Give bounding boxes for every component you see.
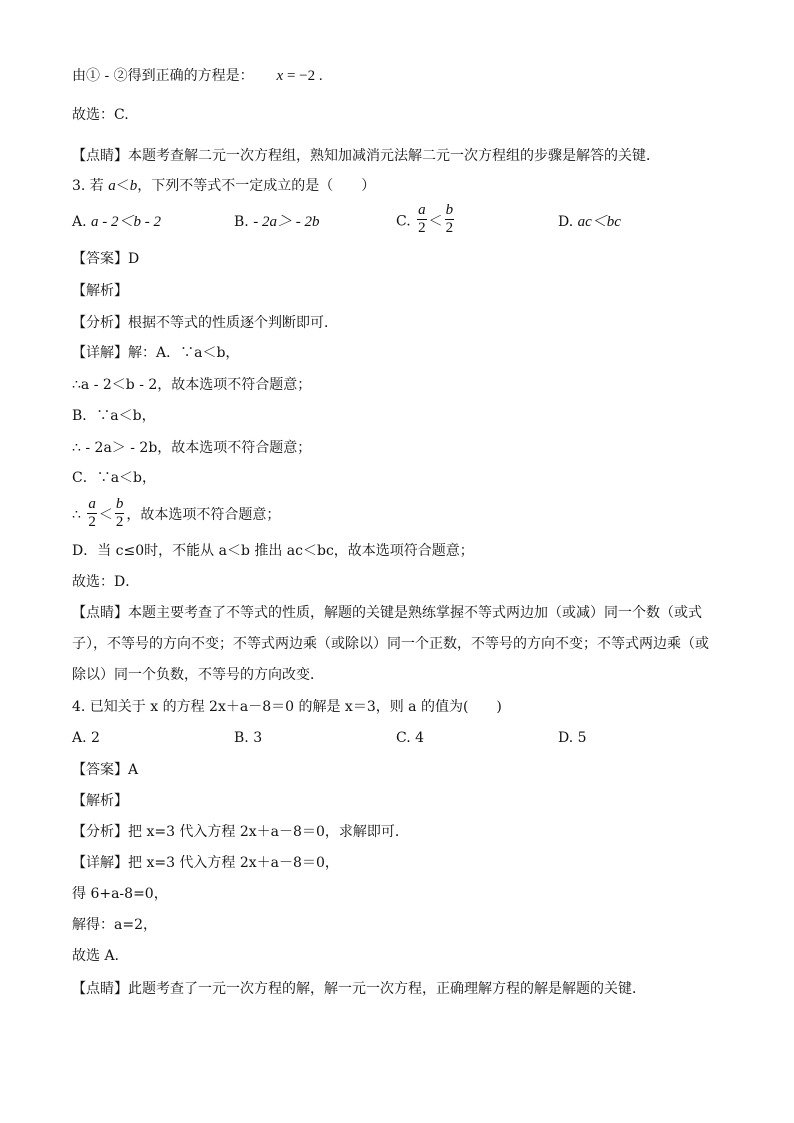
q4-option-b: B. 3: [234, 730, 263, 746]
q3-detail-line: C．∵a＜b，: [72, 470, 157, 486]
q4-answer: 【答案】A: [72, 762, 139, 778]
q3-option-b: [234, 212, 319, 232]
q3-c-conclusion: [72, 496, 280, 534]
q4-option-a: A. 2: [72, 730, 100, 746]
c-op: ＜: [98, 507, 113, 523]
fraction-b-over-2: $\frac{b}{2}$: [445, 202, 454, 236]
q4-option-c: C. 4: [396, 730, 425, 746]
option-letter: C.: [396, 213, 416, 230]
q3-detail-line: ∴a - 2＜b - 2，故本选项不符合题意；: [72, 377, 312, 393]
conclusion-variable: x: [276, 68, 284, 84]
option-letter: B.: [234, 214, 254, 230]
conclusion-equation: = −2 .: [283, 68, 323, 84]
fraction-a-over-2: $\frac{a}{2}$: [88, 495, 96, 530]
q3-stem-var-b: b: [129, 178, 138, 194]
q3-detail-line: ∴ - 2a＞ - 2b，故本选项不符合题意；: [72, 440, 312, 456]
q3-stem: [72, 176, 375, 196]
q3-answer: 【答案】D: [72, 251, 140, 267]
q4-detail-line: 故选 A.: [72, 948, 120, 964]
option-letter: A.: [72, 214, 92, 230]
q3-analysis: 【分析】根据不等式的性质逐个判断即可．: [72, 315, 338, 331]
q3-choice: 故选：D．: [72, 574, 140, 590]
q4-detail-line: 得 6+a-8=0，: [72, 886, 168, 902]
conclusion-line: [72, 66, 323, 86]
q3-analysis-heading: 【解析】: [72, 283, 128, 299]
q4-analysis-heading: 【解析】: [72, 793, 128, 809]
option-op: ＜: [428, 213, 443, 230]
q3-stem-var-a: a: [108, 178, 116, 194]
option-text: - 2a＞ - 2b: [253, 214, 320, 230]
fraction-a-over-2: $\frac{a}{2}$: [418, 202, 426, 236]
q4-option-d: D. 5: [558, 730, 587, 746]
q4-detail-line: 【详解】把 x=3 代入方程 2x＋a－8＝0，: [72, 855, 339, 871]
q3-stem-prefix: 3. 若: [72, 178, 109, 194]
c-conclusion-suffix: ，故本选项不符合题意；: [126, 507, 281, 523]
option-letter: D.: [558, 214, 578, 230]
q3-stem-lt: ＜: [115, 178, 130, 194]
review-line: 【点睛】本题考查解二元一次方程组，熟知加减消元法解二元一次方程组的步骤是解答的关键．: [72, 148, 660, 164]
fraction-b-over-2: $\frac{b}{2}$: [115, 495, 124, 530]
conclusion-text: 由① - ②得到正确的方程是：: [72, 68, 254, 84]
therefore-symbol: ∴: [72, 507, 81, 523]
q4-detail-line: 解得：a=2，: [72, 917, 157, 933]
option-text: a - 2＜b - 2: [91, 214, 162, 230]
q3-option-d: [558, 212, 621, 232]
q3-review: 【点睛】本题主要考查了不等式的性质，解题的关键是熟练掌握不等式两边加（或减）同一个数（或式子），不等号的方向不变；不等式两边乘（或除以）同一个正数，不等号的方向不变；不等式两边乘（或除以）同一个负数，不等号的方向改变．: [72, 605, 709, 683]
choice-line: 故选：C.: [72, 107, 129, 123]
q3-stem-suffix: ，下列不等式不一定成立的是（ ）: [137, 178, 376, 194]
q4-analysis: 【分析】把 x=3 代入方程 2x＋a－8＝0，求解即可．: [72, 824, 409, 840]
q3-option-c: [396, 204, 456, 239]
q4-review: 【点睛】此题考查了一元一次方程的解，解一元一次方程，正确理解方程的解是解题的关键．: [72, 981, 646, 997]
q3-d-line: D．当 c≤0时，不能从 a＜b 推出 ac＜bc，故本选项符合题意；: [72, 543, 474, 559]
q3-detail-line: 【详解】解：A．∵a＜b，: [72, 345, 240, 361]
option-text: ac＜bc: [577, 214, 621, 230]
q3-detail-line: B．∵a＜b，: [72, 408, 156, 424]
q3-option-a: [72, 212, 161, 232]
q4-stem: 4. 已知关于 x 的方程 2x＋a－8＝0 的解是 x＝3，则 a 的值为( ): [72, 699, 502, 715]
